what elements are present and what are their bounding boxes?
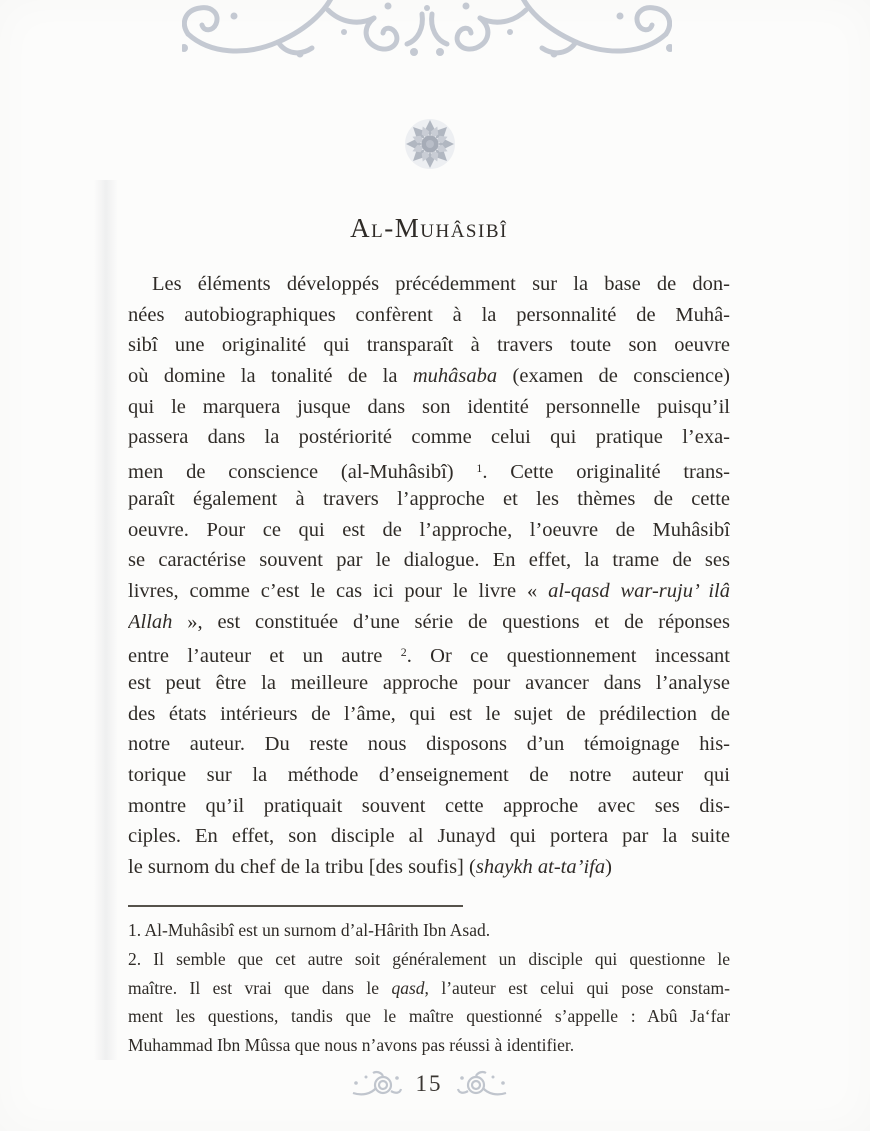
text-line [128, 916, 730, 945]
footnote-marker: 2 [400, 645, 407, 660]
text-segment: entre l’auteur et un autre [128, 645, 401, 668]
text-line [128, 515, 730, 546]
chapter-title: Al-Muhâsibî [350, 213, 508, 243]
text-segment: Les éléments développés précédemment sur la base de don- [152, 273, 730, 295]
text-line [128, 821, 730, 852]
text-segment: maître. Il est vrai que dans le [128, 977, 392, 998]
text-line [128, 974, 730, 1003]
header-flourish-ornament [182, 0, 672, 58]
text-segment: nées autobiographiques confèrent à la personnalité de Muhâ- [128, 303, 730, 326]
text-line [128, 484, 730, 515]
footnote-marker: 1 [476, 461, 483, 476]
text-segment: », est constituée d’une série de questions et de réponses [172, 610, 730, 633]
text-segment: 2. Il semble que cet autre soit généralement un disciple qui questionne le [128, 948, 730, 969]
text-segment: livres, comme c’est le cas ici pour le livre « [128, 579, 549, 602]
text-line [128, 453, 730, 484]
text-segment: , l’auteur est celui qui pose constam- [424, 977, 730, 998]
text-line [128, 668, 730, 699]
text-segment: le surnom du chef de la tribu [des soufis] ( [128, 856, 476, 879]
text-segment: montre qu’il pratiquait souvent cette approche avec ses dis- [128, 794, 730, 817]
text-line [128, 729, 730, 760]
text-line [128, 791, 730, 822]
footnote-separator [128, 905, 463, 907]
text-segment: sibî une originalité qui transparaît à travers toute son oeuvre [128, 334, 730, 357]
text-line [128, 330, 730, 361]
text-segment: men de conscience (al-Muhâsibî) [128, 461, 477, 484]
text-segment: . Or ce questionnement incessant [406, 645, 730, 668]
text-segment: paraît également à travers l’approche et les thèmes de cette [128, 487, 730, 510]
text-segment: ment les questions, tandis que le maître questionné s’appelle : Abû Ja‘far [128, 1006, 730, 1027]
page-footer [128, 1062, 730, 1106]
text-segment: où domine la tonalité de la [128, 365, 413, 388]
text-line [128, 852, 730, 883]
text-line [128, 760, 730, 791]
text-line [128, 300, 730, 331]
text-segment: torique sur la méthode d’enseignement de notre auteur qui [128, 764, 730, 786]
footer-flourish-left-icon [350, 1069, 402, 1099]
text-segment: est peut être la meilleure approche pour avancer dans l’analyse [128, 671, 730, 694]
text-line [128, 269, 730, 300]
italic-text: qasd [391, 977, 425, 998]
text-segment: ciples. En effet, son disciple al Junayd qui portera par la suite [128, 825, 730, 848]
text-line [128, 1002, 730, 1031]
text-line [128, 576, 730, 607]
text-segment: . Cette originalité trans- [482, 461, 730, 484]
italic-text: Allah [128, 610, 173, 633]
text-line [128, 392, 730, 423]
text-line [128, 945, 730, 974]
text-segment: passera dans la postériorité comme celui qui pratique l’exa- [128, 426, 730, 449]
text-segment: notre auteur. Du reste nous disposons d’un témoignage his- [128, 733, 730, 756]
text-segment: (examen de conscience) [497, 365, 730, 388]
text-segment: 1. Al-Muhâsibî est un surnom d’al-Hârith Ibn Asad. [128, 920, 491, 940]
text-line [128, 637, 730, 668]
scan-shadow-band [94, 180, 118, 1060]
italic-text: shaykh at-ta’ifa [475, 856, 606, 879]
text-segment: des états intérieurs de l’âme, qui est le sujet de prédilection de [128, 702, 730, 725]
text-segment: qui le marquera jusque dans son identité personnelle puisqu’il [128, 395, 730, 418]
page-number: 15 [415, 1071, 443, 1096]
text-segment: se caractérise souvent par le dialogue. En effet, la trame de ses [128, 549, 730, 572]
body-paragraph [128, 269, 730, 883]
text-segment: ) [605, 856, 612, 879]
text-segment: oeuvre. Pour ce qui est de l’approche, l’oeuvre de Muhâsibî [128, 518, 730, 541]
text-line [128, 1031, 730, 1060]
star-rosette-icon [404, 118, 456, 170]
text-segment: Muhammad Ibn Mûssa que nous n’avons pas réussi à identifier. [128, 1035, 575, 1056]
italic-text: muhâsaba [412, 365, 498, 388]
text-line [128, 607, 730, 638]
text-line [128, 361, 730, 392]
text-line [128, 699, 730, 730]
text-line [128, 422, 730, 453]
footer-flourish-right-icon [457, 1069, 509, 1099]
text-line [128, 545, 730, 576]
italic-text: al-qasd war-ruju’ ilâ [548, 579, 730, 602]
footnotes [128, 916, 730, 1060]
